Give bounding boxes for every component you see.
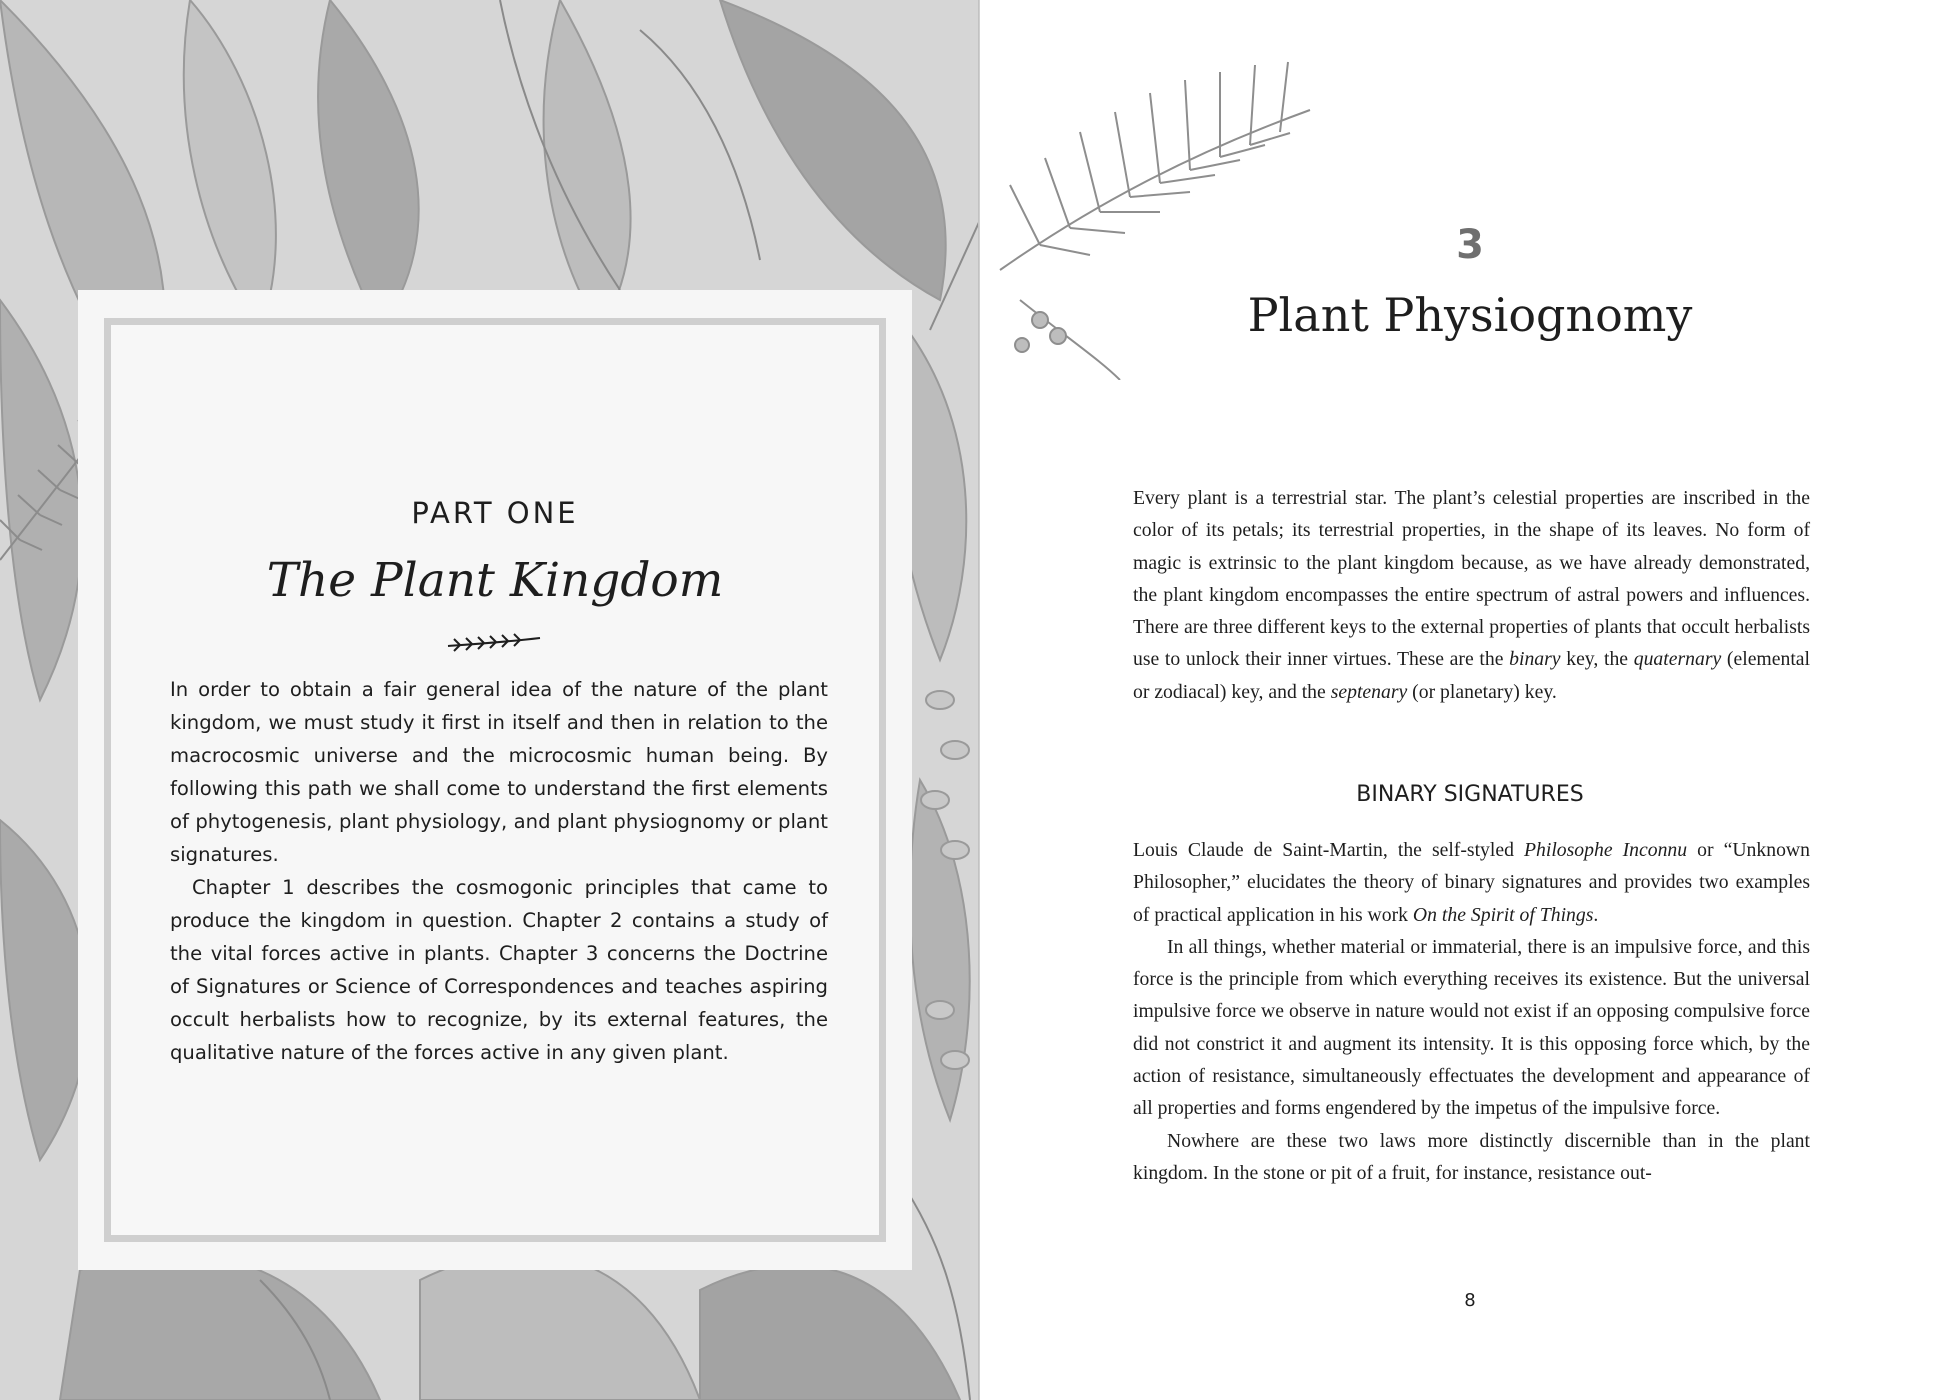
opening-paragraph: Every plant is a terrestrial star. The plant’s celestial properties are inscribed in the color of its petals; its terrestrial properties, in the shape of its leaves. No form of magic is extrinsic to the plant kingdom because, as we have already demonstrated, the plant kingdom encompasses the entire spectrum of astral powers and influences. There are three different keys to the external properties of plants that occult herbalists use to unlock their inner virtues. These are the binary key, the quaternary (elemental or zodiacal) key, and the septenary (or planetary) key. <box>1133 487 1811 703</box>
body-paragraph: In all things, whether material or immaterial, there is an impulsive force, and this force is the principle from which everything receives its existence. But the universal impulsive force we observe in nature would not exist if an opposing compulsive force did not constrict it and augment its intensity. It is this opposing force which, by the action of resistance, simultaneously effectuates the development and appearance of all properties and forms engendered by the impetus of the impulsive force. <box>1133 935 1810 1120</box>
part-introduction <box>170 673 828 1069</box>
body-paragraph: Louis Claude de Saint-Martin, the self-styled Philosophe Inconnu or “Unknown Philosopher,” elucidates the theory of binary signatures and provides two examples of practical application in his work On the Spirit of Things. <box>1133 839 1810 926</box>
chapter-number: 3 <box>1456 222 1484 268</box>
section-heading: BINARY SIGNATURES <box>1356 782 1584 807</box>
section-body <box>1133 834 1810 1189</box>
part-title: The Plant Kingdom <box>266 553 724 608</box>
intro-paragraph: In order to obtain a fair general idea of the nature of the plant kingdom, we must study it first in itself and then in relation to the macrocosmic universe and the microcosmic human being. By following this path we shall come to understand the first elements of phytogenesis, plant physiology, and plant physiognomy or plant signatures. <box>170 678 828 866</box>
intro-paragraph: Chapter 1 describes the cosmogonic principles that came to produce the kingdom in question. Chapter 2 contains a study of the vital forces active in plants. Chapter 3 concerns the Doctrine of Signatures or Science of Correspondences and teaches aspiring occult herbalists how to recognize, by its external features, the qualitative nature of the forces active in any given plant. <box>170 876 828 1064</box>
body-paragraph: Nowhere are these two laws more distinctly discernible than in the plant kingdom. In the stone or pit of a fruit, for instance, resistance out- <box>1133 1129 1810 1184</box>
chapter-opening <box>1133 482 1810 708</box>
chapter-title: Plant Physiognomy <box>1247 288 1693 342</box>
page-number: 8 <box>1464 1290 1476 1311</box>
sprig-ornament-icon <box>446 630 542 656</box>
part-label: PART ONE <box>411 496 579 530</box>
